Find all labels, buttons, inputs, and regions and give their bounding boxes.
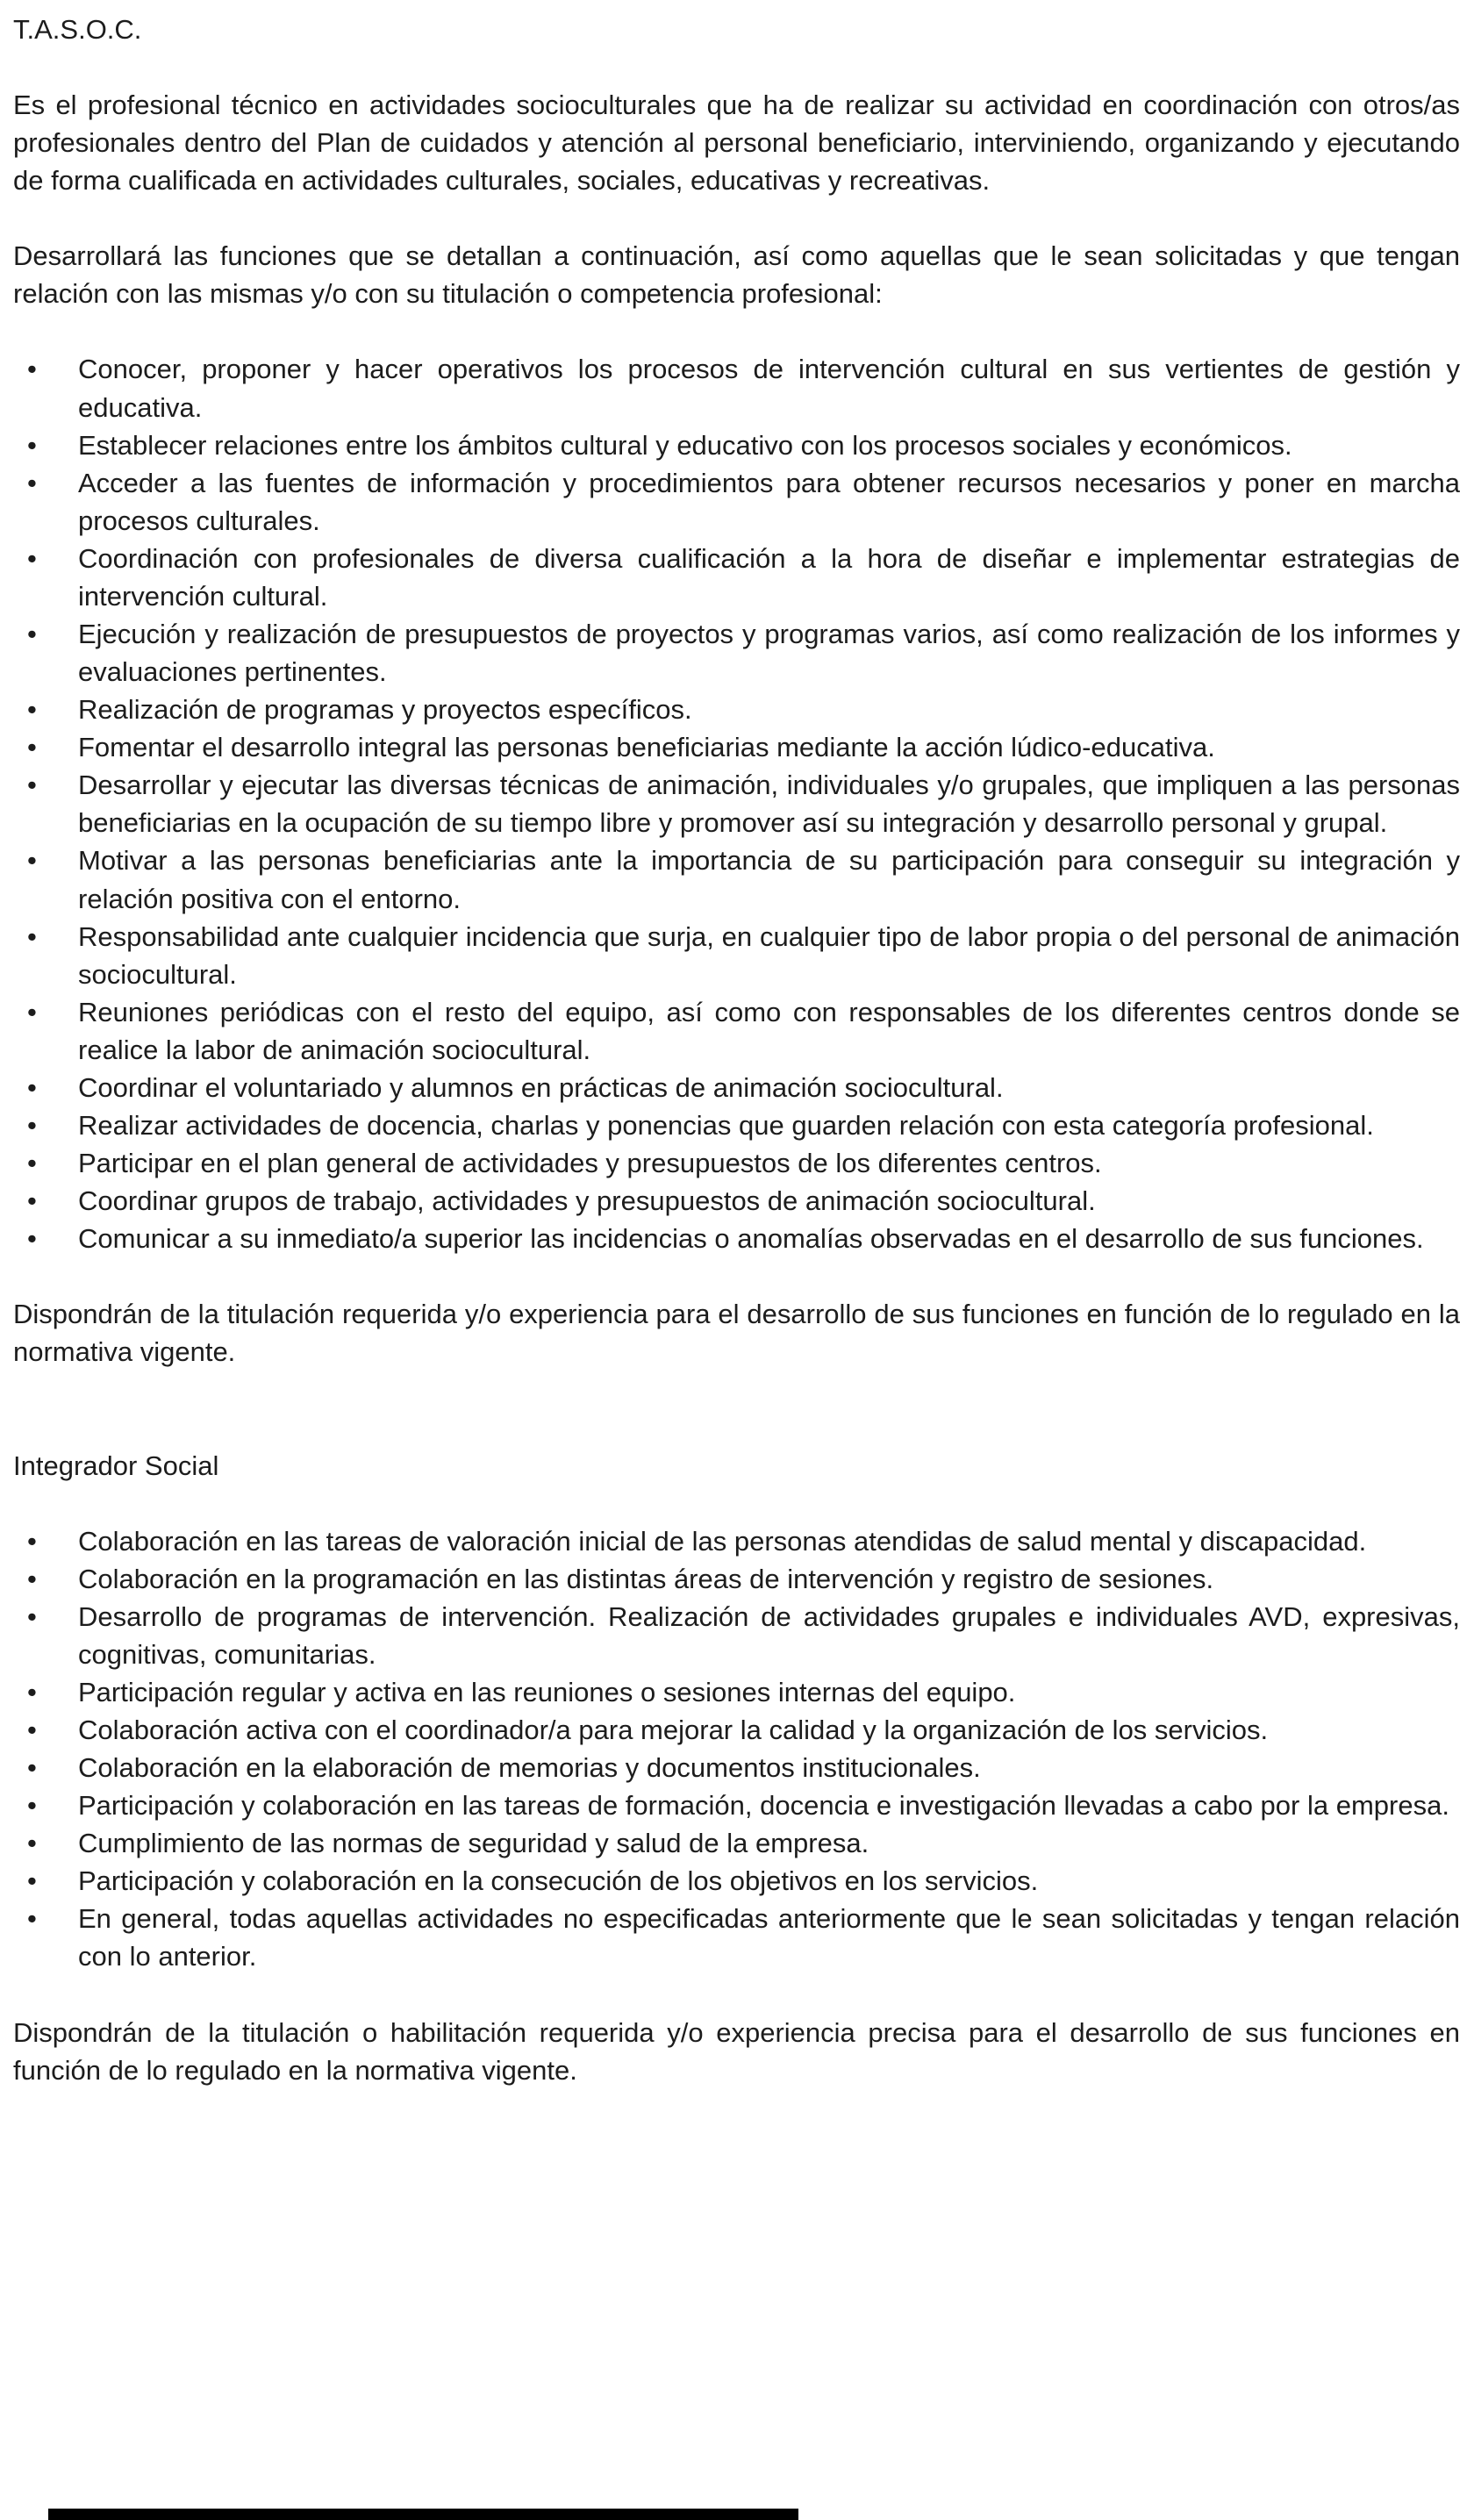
bullet-icon: • (27, 1714, 37, 1745)
list-item (13, 1144, 1460, 1182)
bullet-icon: • (27, 1148, 37, 1179)
list-item-text: Participación regular y activa en las reuniones o sesiones internas del equipo. (78, 1676, 1016, 1707)
list-item-text: Colaboración en la elaboración de memorias y documentos institucionales. (78, 1752, 981, 1784)
list-item-text: Participación y colaboración en las tareas de formación, docencia e investigación llevadas a cabo por la empresa. (78, 1790, 1449, 1822)
list-item (13, 841, 1460, 917)
list-item (13, 1182, 1460, 1220)
bullet-icon: • (27, 542, 37, 574)
list-item (13, 350, 1460, 426)
list-item-text: Conocer, proponer y hacer operativos los procesos de intervención cultural en sus vertientes de gestión y educativa. (78, 354, 1460, 423)
list-item (13, 426, 1460, 464)
list-item (13, 464, 1460, 540)
list-item-text: Coordinar el voluntariado y alumnos en prácticas de animación sociocultural. (78, 1071, 1004, 1103)
list-item-text: Motivar a las personas beneficiarias ante la importancia de su participación para conseguir su integración y relación positiva con el entorno. (78, 845, 1460, 914)
bullet-icon: • (27, 1903, 37, 1935)
list-item-text: Comunicar a su inmediato/a superior las incidencias o anomalías observadas en el desarrollo de sus funciones. (78, 1223, 1424, 1255)
list-item (13, 1824, 1460, 1862)
bullet-icon: • (27, 1676, 37, 1707)
bullet-icon: • (27, 1525, 37, 1557)
bullet-icon: • (27, 1790, 37, 1822)
bullet-icon: • (27, 1185, 37, 1217)
bullet-icon: • (27, 996, 37, 1027)
bullet-icon: • (27, 429, 37, 461)
list-item-text: Realizar actividades de docencia, charlas y ponencias que guarden relación con esta categoría profesional. (78, 1110, 1374, 1142)
list-item-text: Reuniones periódicas con el resto del equipo, así como con responsables de los diferentes centros donde se realice la labor de animación sociocultural. (78, 996, 1460, 1065)
list-item (13, 540, 1460, 615)
list-item-text: Desarrollar y ejecutar las diversas técnicas de animación, individuales y/o grupales, que impliquen a las personas beneficiarias en la ocupación de su tiempo libre y promover así su integración y desarrollo personal y grupal. (78, 770, 1460, 839)
bullet-icon: • (27, 770, 37, 801)
bullet-icon: • (27, 1600, 37, 1632)
list-item (13, 1711, 1460, 1749)
list-item (13, 1749, 1460, 1786)
list-item-text: Realización de programas y proyectos específicos. (78, 694, 692, 726)
bullet-icon: • (27, 467, 37, 498)
list-item-text: Establecer relaciones entre los ámbitos cultural y educativo con los procesos sociales y económicos. (78, 429, 1292, 461)
list-item-text: Fomentar el desarrollo integral las personas beneficiarias mediante la acción lúdico-educativa. (78, 732, 1215, 763)
bullet-icon: • (27, 1752, 37, 1784)
bullet-icon: • (27, 354, 37, 385)
list-item (13, 1673, 1460, 1711)
list-item (13, 1560, 1460, 1598)
bullet-icon: • (27, 1223, 37, 1255)
bottom-black-bar (48, 2509, 798, 2520)
list-item-text: Colaboración en las tareas de valoración inicial de las personas atendidas de salud mental y discapacidad. (78, 1525, 1367, 1557)
bullet-icon: • (27, 1865, 37, 1897)
bullet-icon: • (27, 1071, 37, 1103)
tasoc-closing-paragraph: Dispondrán de la titulación requerida y/o experiencia para el desarrollo de sus funciones en función de lo regulado en la normativa vigente. (13, 1299, 1460, 1368)
section-title-integrador-social: Integrador Social (13, 1450, 219, 1481)
list-item-text: Colaboración en la programación en las distintas áreas de intervención y registro de sesiones. (78, 1563, 1214, 1594)
intro-paragraph-1: Es el profesional técnico en actividades socioculturales que ha de realizar su actividad en coordinación con otros/as profesionales dentro del Plan de cuidados y atención al personal beneficiario, interviniendo, organizando y ejecutando de forma cualificada en actividades culturales, sociales, educativas y recreativas. (13, 89, 1460, 197)
list-item-text: Colaboración activa con el coordinador/a para mejorar la calidad y la organización de los servicios. (78, 1714, 1269, 1745)
bullet-icon: • (27, 1110, 37, 1142)
list-item (13, 766, 1460, 841)
list-item (13, 1220, 1460, 1257)
list-item (13, 1522, 1460, 1560)
tasoc-bullet-list (13, 350, 1460, 1257)
bullet-icon: • (27, 1563, 37, 1594)
list-item (13, 1900, 1460, 1975)
list-item (13, 1862, 1460, 1900)
list-item-text: Participar en el plan general de actividades y presupuestos de los diferentes centros. (78, 1148, 1102, 1179)
list-item-text: En general, todas aquellas actividades no especificadas anteriormente que le sean solicitadas y tengan relación con lo anterior. (78, 1903, 1460, 1972)
list-item-text: Coordinación con profesionales de diversa cualificación a la hora de diseñar e implementar estrategias de intervención cultural. (78, 542, 1460, 612)
intro-paragraph-2: Desarrollará las funciones que se detallan a continuación, así como aquellas que le sean solicitadas y que tengan relación con las mismas y/o con su titulación o competencia profesional: (13, 240, 1460, 310)
integrador-closing-paragraph: Dispondrán de la titulación o habilitación requerida y/o experiencia precisa para el desarrollo de sus funciones en función de lo regulado en la normativa vigente. (13, 2016, 1460, 2086)
list-item (13, 918, 1460, 993)
list-item-text: Responsabilidad ante cualquier incidencia que surja, en cualquier tipo de labor propia o del personal de animación sociocultural. (78, 920, 1460, 990)
list-item (13, 1786, 1460, 1824)
bullet-icon: • (27, 845, 37, 877)
integrador-bullet-list (13, 1522, 1460, 1976)
page-title: T.A.S.O.C. (13, 14, 142, 45)
bullet-icon: • (27, 732, 37, 763)
list-item-text: Coordinar grupos de trabajo, actividades y presupuestos de animación sociocultural. (78, 1185, 1096, 1217)
list-item (13, 691, 1460, 728)
bullet-icon: • (27, 920, 37, 952)
list-item-text: Desarrollo de programas de intervención. Realización de actividades grupales e individuales AVD, expresivas, cognitivas, comunitarias. (78, 1600, 1460, 1670)
list-item (13, 615, 1460, 691)
bullet-icon: • (27, 694, 37, 726)
list-item (13, 993, 1460, 1069)
list-item-text: Acceder a las fuentes de información y procedimientos para obtener recursos necesarios y poner en marcha procesos culturales. (78, 467, 1460, 536)
list-item-text: Cumplimiento de las normas de seguridad y salud de la empresa. (78, 1828, 869, 1859)
list-item-text: Ejecución y realización de presupuestos de proyectos y programas varios, así como realización de los informes y evaluaciones pertinentes. (78, 619, 1460, 688)
bullet-icon: • (27, 1828, 37, 1859)
bullet-icon: • (27, 619, 37, 650)
list-item (13, 728, 1460, 766)
list-item (13, 1106, 1460, 1144)
list-item-text: Participación y colaboración en la consecución de los objetivos en los servicios. (78, 1865, 1039, 1897)
list-item (13, 1069, 1460, 1106)
list-item (13, 1598, 1460, 1673)
